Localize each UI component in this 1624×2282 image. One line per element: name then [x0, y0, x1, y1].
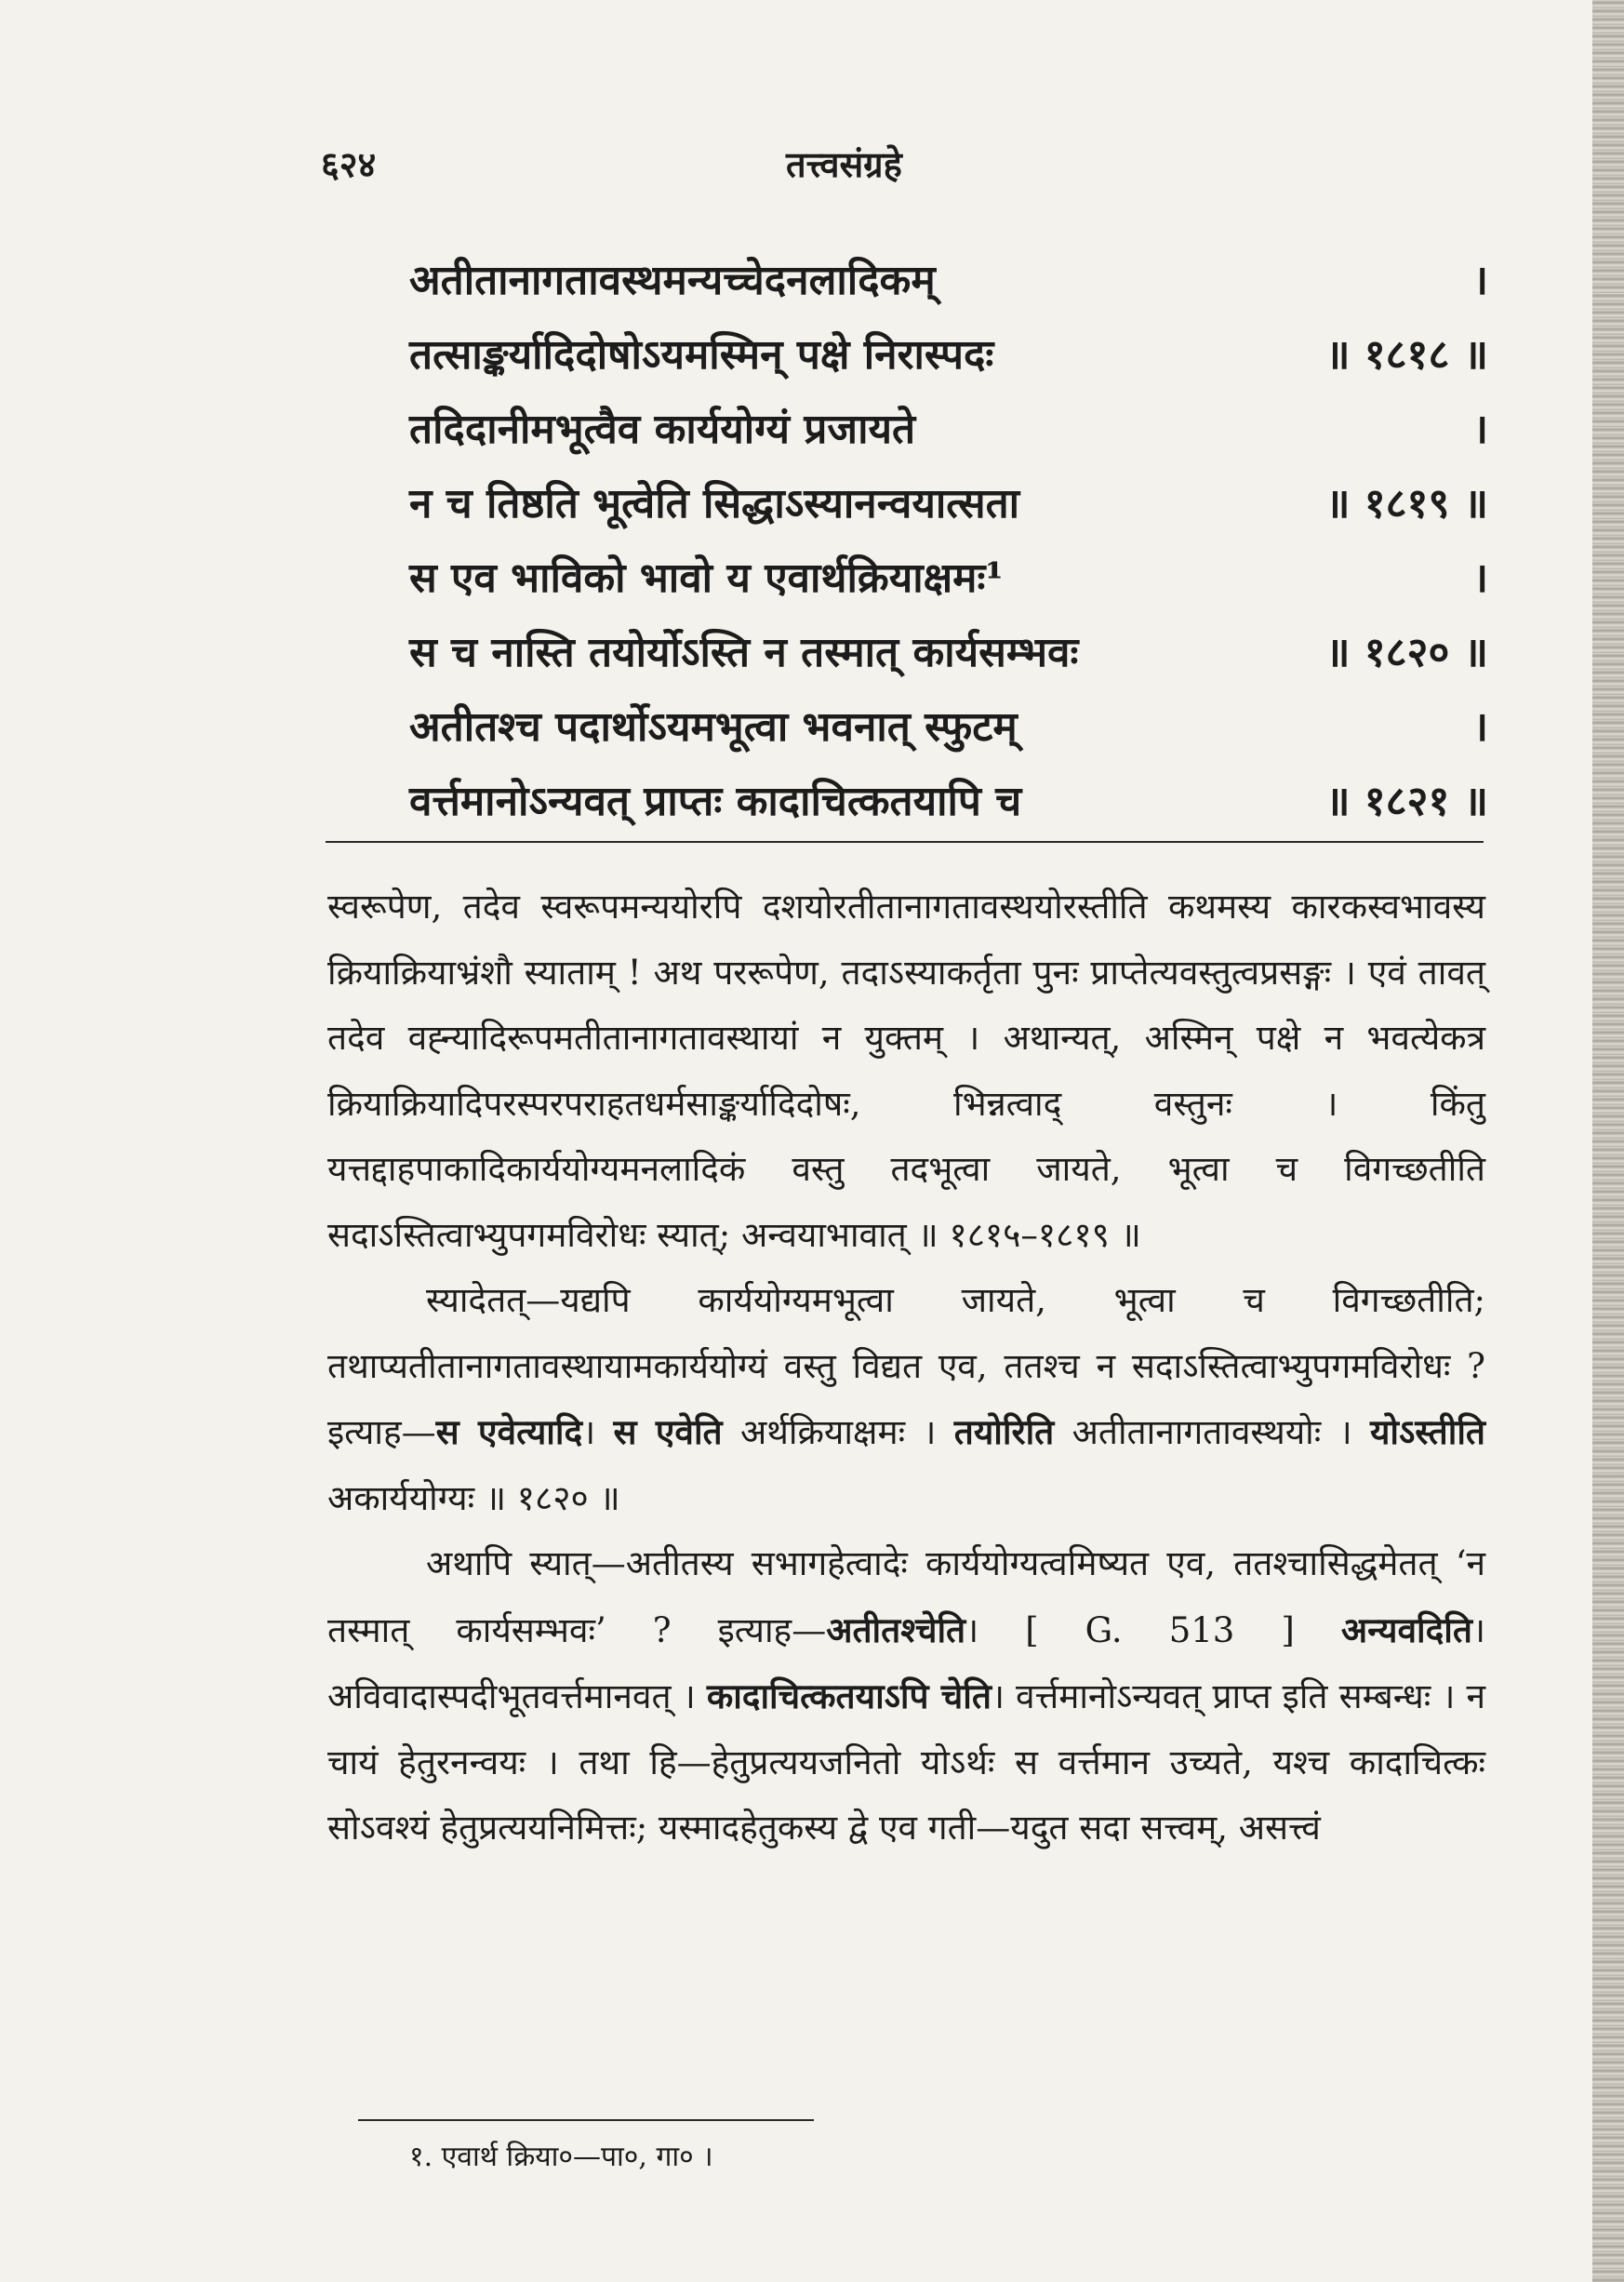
commentary-text: अकार्ययोग्यः ॥ १८२० ॥ [327, 1477, 620, 1518]
commentary-text: । वर्त्तमानोऽन्यवत् प्राप्त इति सम्बन्धः । न चायं हेतुरनन्वयः । तथा हि—हेतुप्रत्ययजनितो योऽर्थः स वर्त्तमान उच्यते, यश्च कादाचित्कः सोऽवश्यं हेतुप्रत्ययनिमित्तः; यस्मादहेतुकस्य द्वे एव गती—यदुत सदा सत्त्वम्, असत्त्वं [327, 1676, 1485, 1848]
pratika: योऽस्तीति [1369, 1411, 1485, 1452]
pratika: अन्यवदिति [1340, 1608, 1472, 1650]
verse-number: ॥ १८२० ॥ [1325, 629, 1488, 676]
verse-number: । [1472, 703, 1488, 751]
pratika: अतीतश्चेति [826, 1608, 966, 1650]
running-title: तत्त्वसंग्रहे [786, 143, 902, 185]
section-divider [326, 841, 1484, 843]
page-header [321, 140, 1456, 195]
commentary-text: अर्थक्रियाक्षमः । [722, 1412, 954, 1452]
verse-text: तदिदानीमभूत्वैव कार्ययोग्यं प्रजायते [409, 406, 916, 453]
page-edge [1592, 0, 1624, 2282]
verse-text: न च तिष्ठति भूत्वेति सिद्धाऽस्यानन्वयात्सता [409, 480, 1020, 527]
commentary-text: । अविवादास्पदीभूतवर्त्तमानवत् । [327, 1609, 1485, 1716]
verse-number: ॥ १८१८ ॥ [1325, 331, 1488, 379]
verse-block [409, 244, 1488, 839]
verse-text: स च नास्ति तयोर्योऽस्ति न तस्मात् कार्यसम्भवः [409, 629, 1079, 676]
verse-text: अतीतानागतावस्थमन्यच्चेदनलादिकम् [409, 257, 936, 304]
verse-line [409, 393, 1488, 467]
verse-line [409, 690, 1488, 765]
footnote-divider [358, 2119, 814, 2121]
verse-line [409, 244, 1488, 318]
commentary-text: स्यादेतत्—यद्यपि कार्ययोग्यमभूत्वा जायते, भूत्वा च विगच्छतीति; तथाप्यतीतानागतावस्थायामकार्ययोग्यं वस्तु विद्यत एव, ततश्च न सदाऽस्तित्वाभ्युपगमविरोधः ? इत्याह— [327, 1280, 1485, 1452]
verse-text: स एव भाविको भावो य एवार्थक्रियाक्षमः¹ [409, 554, 1004, 602]
pratika: स एवेत्यादि [435, 1411, 583, 1452]
pratika: कादाचित्कतयाऽपि चेति [706, 1675, 992, 1716]
page-number: ६२४ [321, 143, 377, 185]
commentary-paragraph: स्वरूपेण, तदेव स्वरूपमन्ययोरपि दशयोरतीतानागतावस्थयोरस्तीति कथमस्य कारकस्वभावस्य क्रियाक्रियाभ्रंशौ स्याताम् ! अथ पररूपेण, तदाऽस्याकर्तृता पुनः प्राप्तेत्यवस्तुत्वप्रसङ्गः । एवं तावत् तदेव वह्न्यादिरूपमतीतानागतावस्थायां न युक्तम् । अथान्यत्, अस्मिन् पक्षे न भवत्येकत्र क्रियाक्रियादिपरस्परपराहतधर्मसाङ्कर्यादिदोषः, भिन्नत्वाद् वस्तुनः । किंतु यत्तद्दाहपाकादिकार्ययोग्यमनलादिकं वस्तु तदभूत्वा जायते, भूत्वा च विगच्छतीति सदाऽस्तित्वाभ्युपगमविरोधः स्यात्; अन्वयाभावात् ॥ १८१५–१८१९ ॥ [327, 887, 1485, 1255]
verse-line [409, 541, 1488, 616]
commentary-paragraph [327, 1268, 1485, 1531]
verse-line [409, 318, 1488, 393]
verse-line [409, 765, 1488, 839]
verse-number: ॥ १८१९ ॥ [1325, 480, 1488, 527]
verse-number: । [1472, 554, 1488, 602]
pratika: स एवेति [613, 1411, 723, 1452]
footnote: १. एवार्थ क्रिया०—पा०, गा० । [409, 2141, 713, 2173]
commentary-text: अथापि स्यात्—अतीतस्य सभागहेत्वादेः कार्ययोग्यत्वमिष्यत एव, ततश्चासिद्धमेतत् ‘न तस्मात् कार्यसम्भवः’ ? इत्याह— [327, 1543, 1485, 1650]
verse-text: तत्साङ्कर्यादिदोषोऽयमस्मिन् पक्षे निरास्पदः [409, 331, 994, 379]
commentary-text: । [582, 1412, 614, 1452]
pratika: तयोरिति [953, 1411, 1055, 1452]
verse-line [409, 616, 1488, 690]
commentary-paragraph [327, 1531, 1485, 1862]
commentary-text: अतीतानागतावस्थयोः । [1054, 1412, 1370, 1452]
verse-text: अतीतश्च पदार्थोऽयमभूत्वा भवनात् स्फुटम् [409, 703, 1018, 751]
commentary-text: । [ G. 513 ] [965, 1609, 1341, 1650]
verse-number: । [1472, 406, 1488, 453]
verse-number: ॥ १८२१ ॥ [1325, 778, 1488, 825]
verse-number: । [1472, 257, 1488, 304]
verse-text: वर्त्तमानोऽन्यवत् प्राप्तः कादाचित्कतयापि च [409, 778, 1022, 825]
verse-line [409, 467, 1488, 541]
commentary [327, 874, 1485, 1862]
